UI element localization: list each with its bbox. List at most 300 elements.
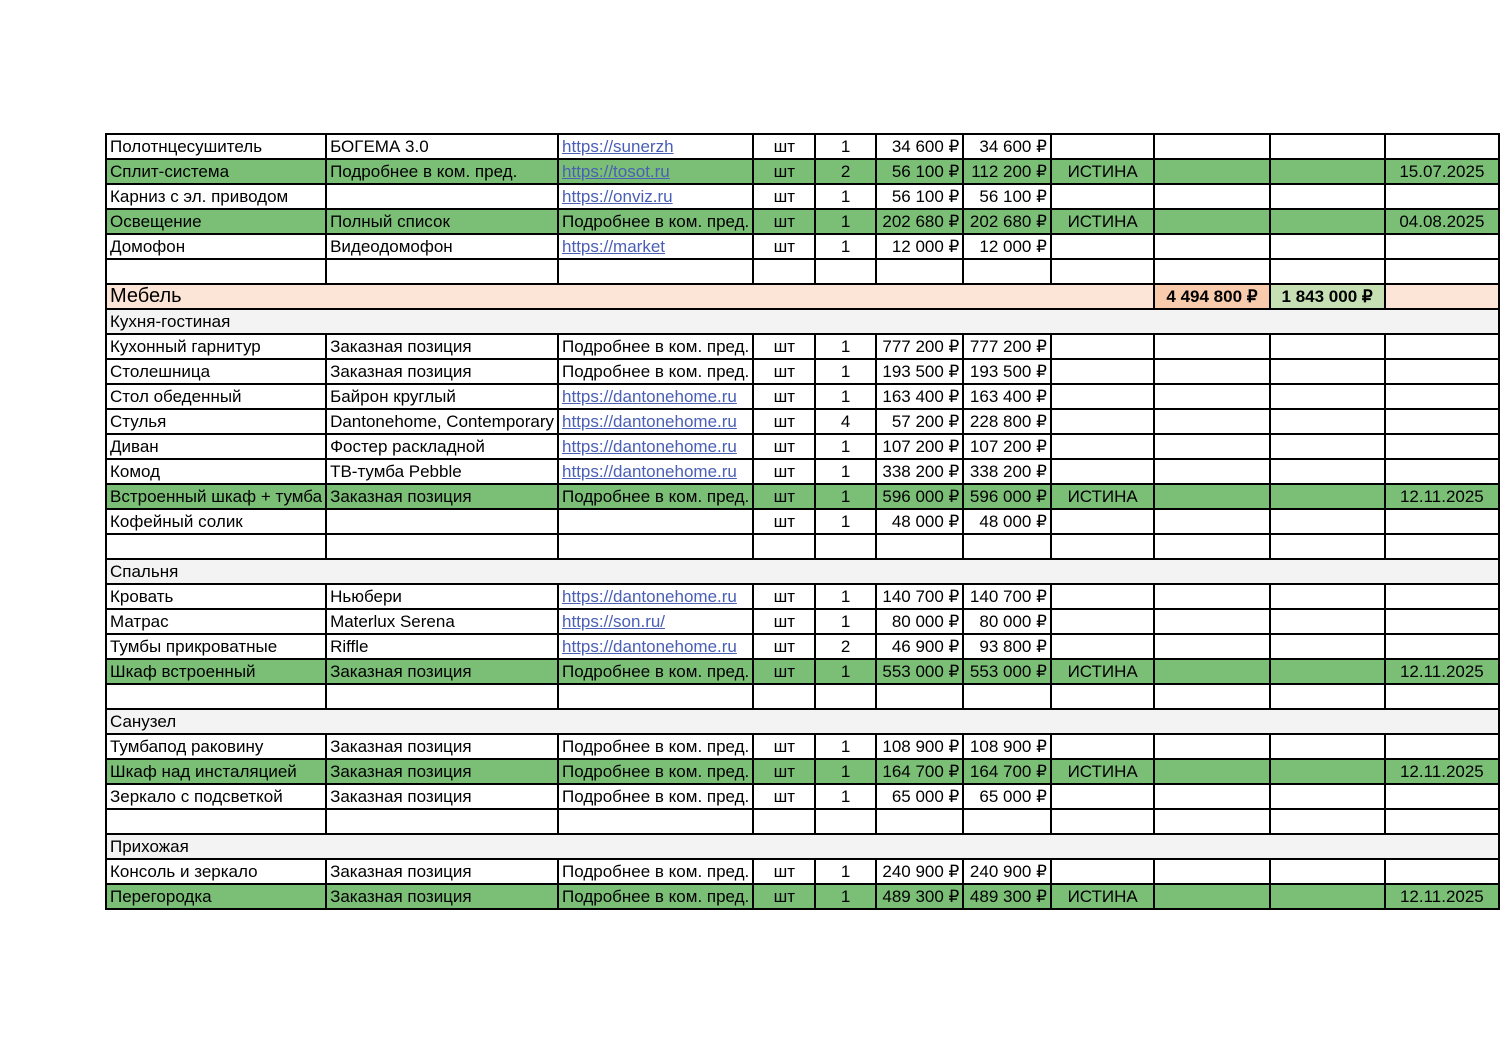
model-cell: Dantonehome, Contemporary [326, 409, 558, 434]
date-cell [1385, 334, 1499, 359]
empty-cell [1270, 809, 1385, 834]
quantity-cell: 1 [815, 859, 875, 884]
empty-cell [1270, 409, 1385, 434]
table-row [106, 609, 1499, 634]
table-row [106, 184, 1499, 209]
model-cell: Байрон круглый [326, 384, 558, 409]
total-cell: 553 000 ₽ [963, 659, 1051, 684]
empty-cell [1270, 209, 1385, 234]
name-cell: Шкаф над инсталяцией [106, 759, 326, 784]
empty-cell [1270, 659, 1385, 684]
table-row [106, 784, 1499, 809]
hyperlink[interactable]: https://son.ru/ [562, 612, 666, 631]
name-cell: Столешница [106, 359, 326, 384]
hyperlink[interactable]: https://tosot.ru [562, 162, 670, 181]
total-cell: 240 900 ₽ [963, 859, 1051, 884]
blank-row [106, 684, 1499, 709]
link-cell: Подробнее в ком. пред. [558, 884, 753, 909]
hyperlink[interactable]: https://dantonehome.ru [562, 412, 737, 431]
name-cell: Диван [106, 434, 326, 459]
name-cell: Консоль и зеркало [106, 859, 326, 884]
date-cell: 12.11.2025 [1385, 884, 1499, 909]
link-cell: Подробнее в ком. пред. [558, 859, 753, 884]
empty-cell [963, 684, 1051, 709]
table-row [106, 859, 1499, 884]
empty-cell [963, 534, 1051, 559]
empty-cell [1154, 384, 1269, 409]
empty-cell [753, 809, 815, 834]
quantity-cell: 1 [815, 509, 875, 534]
blank-row [106, 259, 1499, 284]
empty-cell [815, 684, 875, 709]
name-cell: Комод [106, 459, 326, 484]
empty-cell [1270, 134, 1385, 159]
empty-cell [1154, 884, 1269, 909]
quantity-cell: 1 [815, 134, 875, 159]
table-row [106, 409, 1499, 434]
status-cell [1051, 784, 1154, 809]
price-cell: 140 700 ₽ [876, 584, 964, 609]
model-cell: Заказная позиция [326, 759, 558, 784]
empty-cell [106, 809, 326, 834]
model-cell: Заказная позиция [326, 659, 558, 684]
empty-cell [1154, 809, 1269, 834]
date-cell [1385, 384, 1499, 409]
price-cell: 12 000 ₽ [876, 234, 964, 259]
section-title: Прихожая [106, 834, 1499, 859]
date-cell [1385, 634, 1499, 659]
link-cell[interactable] [558, 184, 753, 209]
status-cell: ИСТИНА [1051, 159, 1154, 184]
empty-cell [815, 809, 875, 834]
empty-cell [1154, 134, 1269, 159]
quantity-cell: 1 [815, 659, 875, 684]
empty-cell [1385, 284, 1499, 309]
model-cell: БОГЕМА 3.0 [326, 134, 558, 159]
empty-cell [106, 684, 326, 709]
blank-row [106, 534, 1499, 559]
quantity-cell: 1 [815, 384, 875, 409]
section-title: Спальня [106, 559, 1499, 584]
empty-cell [558, 534, 753, 559]
model-cell: Заказная позиция [326, 359, 558, 384]
empty-cell [1154, 159, 1269, 184]
link-cell[interactable] [558, 634, 753, 659]
unit-cell: шт [753, 734, 815, 759]
empty-cell [1270, 634, 1385, 659]
status-cell: ИСТИНА [1051, 209, 1154, 234]
empty-cell [1270, 534, 1385, 559]
total-cell: 93 800 ₽ [963, 634, 1051, 659]
link-cell [558, 509, 753, 534]
name-cell: Шкаф встроенный [106, 659, 326, 684]
total-cell: 489 300 ₽ [963, 884, 1051, 909]
total-cell: 163 400 ₽ [963, 384, 1051, 409]
date-cell [1385, 434, 1499, 459]
name-cell: Тумбапод раковину [106, 734, 326, 759]
table-row [106, 234, 1499, 259]
price-cell: 56 100 ₽ [876, 159, 964, 184]
date-cell: 12.11.2025 [1385, 659, 1499, 684]
empty-cell [1270, 434, 1385, 459]
empty-cell [1154, 234, 1269, 259]
empty-cell [1270, 384, 1385, 409]
link-cell: Подробнее в ком. пред. [558, 484, 753, 509]
price-cell: 163 400 ₽ [876, 384, 964, 409]
empty-cell [1270, 159, 1385, 184]
total-cell: 193 500 ₽ [963, 359, 1051, 384]
empty-cell [876, 534, 964, 559]
quantity-cell: 1 [815, 584, 875, 609]
name-cell: Тумбы прикроватные [106, 634, 326, 659]
status-cell [1051, 634, 1154, 659]
quantity-cell: 1 [815, 784, 875, 809]
name-cell: Домофон [106, 234, 326, 259]
model-cell [326, 509, 558, 534]
status-cell: ИСТИНА [1051, 759, 1154, 784]
total-cell: 108 900 ₽ [963, 734, 1051, 759]
model-cell: Materlux Serena [326, 609, 558, 634]
status-cell [1051, 384, 1154, 409]
name-cell: Сплит-система [106, 159, 326, 184]
unit-cell: шт [753, 584, 815, 609]
model-cell: Видеодомофон [326, 234, 558, 259]
date-cell [1385, 409, 1499, 434]
table-row [106, 509, 1499, 534]
model-cell: Подробнее в ком. пред. [326, 159, 558, 184]
unit-cell: шт [753, 659, 815, 684]
hyperlink[interactable]: https://sunerzh [562, 137, 674, 156]
total-cell: 338 200 ₽ [963, 459, 1051, 484]
unit-cell: шт [753, 859, 815, 884]
quantity-cell: 1 [815, 459, 875, 484]
empty-cell [1051, 684, 1154, 709]
section-header-row [106, 709, 1499, 734]
hyperlink[interactable]: https://dantonehome.ru [562, 387, 737, 406]
empty-cell [1051, 259, 1154, 284]
quantity-cell: 1 [815, 184, 875, 209]
unit-cell: шт [753, 359, 815, 384]
empty-cell [963, 809, 1051, 834]
link-cell: Подробнее в ком. пред. [558, 784, 753, 809]
empty-cell [1154, 509, 1269, 534]
status-cell [1051, 459, 1154, 484]
date-cell [1385, 584, 1499, 609]
section-header-row [106, 834, 1499, 859]
link-cell: Подробнее в ком. пред. [558, 659, 753, 684]
total-cell: 164 700 ₽ [963, 759, 1051, 784]
date-cell: 04.08.2025 [1385, 209, 1499, 234]
table-row [106, 359, 1499, 384]
status-cell: ИСТИНА [1051, 659, 1154, 684]
section-title: Санузел [106, 709, 1499, 734]
table-row [106, 759, 1499, 784]
date-cell [1385, 134, 1499, 159]
status-cell: ИСТИНА [1051, 884, 1154, 909]
hyperlink[interactable]: https://dantonehome.ru [562, 587, 737, 606]
spreadsheet-table [105, 133, 1500, 910]
name-cell: Карниз с эл. приводом [106, 184, 326, 209]
name-cell: Встроенный шкаф + тумба [106, 484, 326, 509]
link-cell[interactable] [558, 434, 753, 459]
hyperlink[interactable]: https://onviz.ru [562, 187, 673, 206]
price-cell: 57 200 ₽ [876, 409, 964, 434]
empty-cell [326, 684, 558, 709]
empty-cell [1154, 259, 1269, 284]
table-row [106, 484, 1499, 509]
status-cell [1051, 609, 1154, 634]
table-row [106, 734, 1499, 759]
model-cell: Заказная позиция [326, 484, 558, 509]
empty-cell [815, 534, 875, 559]
total-cell: 80 000 ₽ [963, 609, 1051, 634]
hyperlink[interactable]: https://dantonehome.ru [562, 437, 737, 456]
empty-cell [1154, 209, 1269, 234]
category-title: Мебель [106, 284, 1154, 309]
date-cell [1385, 359, 1499, 384]
model-cell [326, 184, 558, 209]
empty-cell [1270, 359, 1385, 384]
unit-cell: шт [753, 184, 815, 209]
total-cell: 34 600 ₽ [963, 134, 1051, 159]
empty-cell [1154, 359, 1269, 384]
date-cell [1385, 859, 1499, 884]
quantity-cell: 2 [815, 159, 875, 184]
empty-cell [1270, 509, 1385, 534]
status-cell [1051, 509, 1154, 534]
link-cell[interactable] [558, 134, 753, 159]
empty-cell [815, 259, 875, 284]
empty-cell [1154, 459, 1269, 484]
name-cell: Полотнцесушитель [106, 134, 326, 159]
table-row [106, 634, 1499, 659]
link-cell: Подробнее в ком. пред. [558, 759, 753, 784]
empty-cell [1270, 609, 1385, 634]
model-cell: ТВ-тумба Pebble [326, 459, 558, 484]
empty-cell [1154, 484, 1269, 509]
section-title: Кухня-гостиная [106, 309, 1499, 334]
empty-cell [558, 809, 753, 834]
link-cell[interactable] [558, 234, 753, 259]
empty-cell [326, 259, 558, 284]
name-cell: Перегородка [106, 884, 326, 909]
empty-cell [1270, 784, 1385, 809]
date-cell [1385, 509, 1499, 534]
table-row [106, 384, 1499, 409]
category-header-row [106, 284, 1499, 309]
price-cell: 193 500 ₽ [876, 359, 964, 384]
name-cell: Кровать [106, 584, 326, 609]
empty-cell [1154, 434, 1269, 459]
name-cell: Стол обеденный [106, 384, 326, 409]
quantity-cell: 1 [815, 884, 875, 909]
table-row [106, 434, 1499, 459]
unit-cell: шт [753, 434, 815, 459]
price-cell: 338 200 ₽ [876, 459, 964, 484]
empty-cell [326, 809, 558, 834]
link-cell: Подробнее в ком. пред. [558, 359, 753, 384]
empty-cell [1270, 234, 1385, 259]
unit-cell: шт [753, 134, 815, 159]
status-cell: ИСТИНА [1051, 484, 1154, 509]
empty-cell [1154, 634, 1269, 659]
model-cell: Полный список [326, 209, 558, 234]
price-cell: 202 680 ₽ [876, 209, 964, 234]
empty-cell [1154, 584, 1269, 609]
empty-cell [1270, 484, 1385, 509]
empty-cell [1051, 534, 1154, 559]
name-cell: Матрас [106, 609, 326, 634]
empty-cell [1154, 684, 1269, 709]
blank-row [106, 809, 1499, 834]
date-cell [1385, 734, 1499, 759]
price-cell: 489 300 ₽ [876, 884, 964, 909]
price-cell: 240 900 ₽ [876, 859, 964, 884]
table-row [106, 209, 1499, 234]
empty-cell [1154, 659, 1269, 684]
empty-cell [876, 259, 964, 284]
unit-cell: шт [753, 484, 815, 509]
empty-cell [558, 684, 753, 709]
status-cell [1051, 859, 1154, 884]
link-cell[interactable] [558, 609, 753, 634]
empty-cell [753, 259, 815, 284]
empty-cell [1154, 409, 1269, 434]
price-cell: 596 000 ₽ [876, 484, 964, 509]
total-cell: 12 000 ₽ [963, 234, 1051, 259]
empty-cell [1270, 859, 1385, 884]
empty-cell [1154, 334, 1269, 359]
table-row [106, 659, 1499, 684]
table-row [106, 884, 1499, 909]
empty-cell [1270, 184, 1385, 209]
price-cell: 65 000 ₽ [876, 784, 964, 809]
price-cell: 107 200 ₽ [876, 434, 964, 459]
link-cell: Подробнее в ком. пред. [558, 334, 753, 359]
empty-cell [1270, 884, 1385, 909]
status-cell [1051, 334, 1154, 359]
hyperlink[interactable]: https://dantonehome.ru [562, 462, 737, 481]
empty-cell [1385, 809, 1499, 834]
date-cell: 12.11.2025 [1385, 484, 1499, 509]
empty-cell [106, 259, 326, 284]
empty-cell [1154, 859, 1269, 884]
date-cell [1385, 234, 1499, 259]
empty-cell [963, 259, 1051, 284]
empty-cell [1270, 584, 1385, 609]
price-cell: 34 600 ₽ [876, 134, 964, 159]
quantity-cell: 1 [815, 359, 875, 384]
status-cell [1051, 359, 1154, 384]
model-cell: Заказная позиция [326, 859, 558, 884]
date-cell [1385, 609, 1499, 634]
link-cell[interactable] [558, 159, 753, 184]
link-cell[interactable] [558, 384, 753, 409]
status-cell [1051, 184, 1154, 209]
model-cell: Фостер раскладной [326, 434, 558, 459]
empty-cell [1270, 334, 1385, 359]
total-cell: 107 200 ₽ [963, 434, 1051, 459]
quantity-cell: 1 [815, 734, 875, 759]
name-cell: Освещение [106, 209, 326, 234]
empty-cell [876, 684, 964, 709]
hyperlink[interactable]: https://dantonehome.ru [562, 637, 737, 656]
unit-cell: шт [753, 784, 815, 809]
quantity-cell: 1 [815, 434, 875, 459]
unit-cell: шт [753, 234, 815, 259]
price-cell: 553 000 ₽ [876, 659, 964, 684]
total-cell: 228 800 ₽ [963, 409, 1051, 434]
unit-cell: шт [753, 334, 815, 359]
status-cell [1051, 734, 1154, 759]
name-cell: Кофейный солик [106, 509, 326, 534]
empty-cell [326, 534, 558, 559]
empty-cell [1270, 759, 1385, 784]
model-cell: Заказная позиция [326, 334, 558, 359]
empty-cell [1270, 259, 1385, 284]
empty-cell [1051, 809, 1154, 834]
price-cell: 80 000 ₽ [876, 609, 964, 634]
price-cell: 164 700 ₽ [876, 759, 964, 784]
section-header-row [106, 309, 1499, 334]
unit-cell: шт [753, 884, 815, 909]
hyperlink[interactable]: https://market [562, 237, 666, 256]
status-cell [1051, 584, 1154, 609]
unit-cell: шт [753, 509, 815, 534]
empty-cell [1154, 609, 1269, 634]
price-cell: 56 100 ₽ [876, 184, 964, 209]
empty-cell [1385, 534, 1499, 559]
unit-cell: шт [753, 159, 815, 184]
empty-cell [106, 534, 326, 559]
price-cell: 777 200 ₽ [876, 334, 964, 359]
model-cell: Riffle [326, 634, 558, 659]
quantity-cell: 1 [815, 484, 875, 509]
quantity-cell: 1 [815, 759, 875, 784]
empty-cell [1385, 259, 1499, 284]
unit-cell: шт [753, 409, 815, 434]
name-cell: Кухонный гарнитур [106, 334, 326, 359]
total-cell: 777 200 ₽ [963, 334, 1051, 359]
table-row [106, 459, 1499, 484]
status-cell [1051, 409, 1154, 434]
link-cell[interactable] [558, 584, 753, 609]
price-cell: 48 000 ₽ [876, 509, 964, 534]
status-cell [1051, 234, 1154, 259]
price-cell: 46 900 ₽ [876, 634, 964, 659]
date-cell [1385, 184, 1499, 209]
date-cell: 15.07.2025 [1385, 159, 1499, 184]
quantity-cell: 4 [815, 409, 875, 434]
table-row [106, 159, 1499, 184]
total-cell: 112 200 ₽ [963, 159, 1051, 184]
quantity-cell: 1 [815, 334, 875, 359]
empty-cell [1270, 459, 1385, 484]
unit-cell: шт [753, 209, 815, 234]
empty-cell [753, 684, 815, 709]
total-cell: 202 680 ₽ [963, 209, 1051, 234]
empty-cell [1270, 684, 1385, 709]
link-cell[interactable] [558, 459, 753, 484]
status-cell [1051, 434, 1154, 459]
model-cell: Заказная позиция [326, 784, 558, 809]
quantity-cell: 1 [815, 609, 875, 634]
quantity-cell: 1 [815, 209, 875, 234]
link-cell: Подробнее в ком. пред. [558, 734, 753, 759]
total-cell: 48 000 ₽ [963, 509, 1051, 534]
unit-cell: шт [753, 634, 815, 659]
link-cell[interactable] [558, 409, 753, 434]
